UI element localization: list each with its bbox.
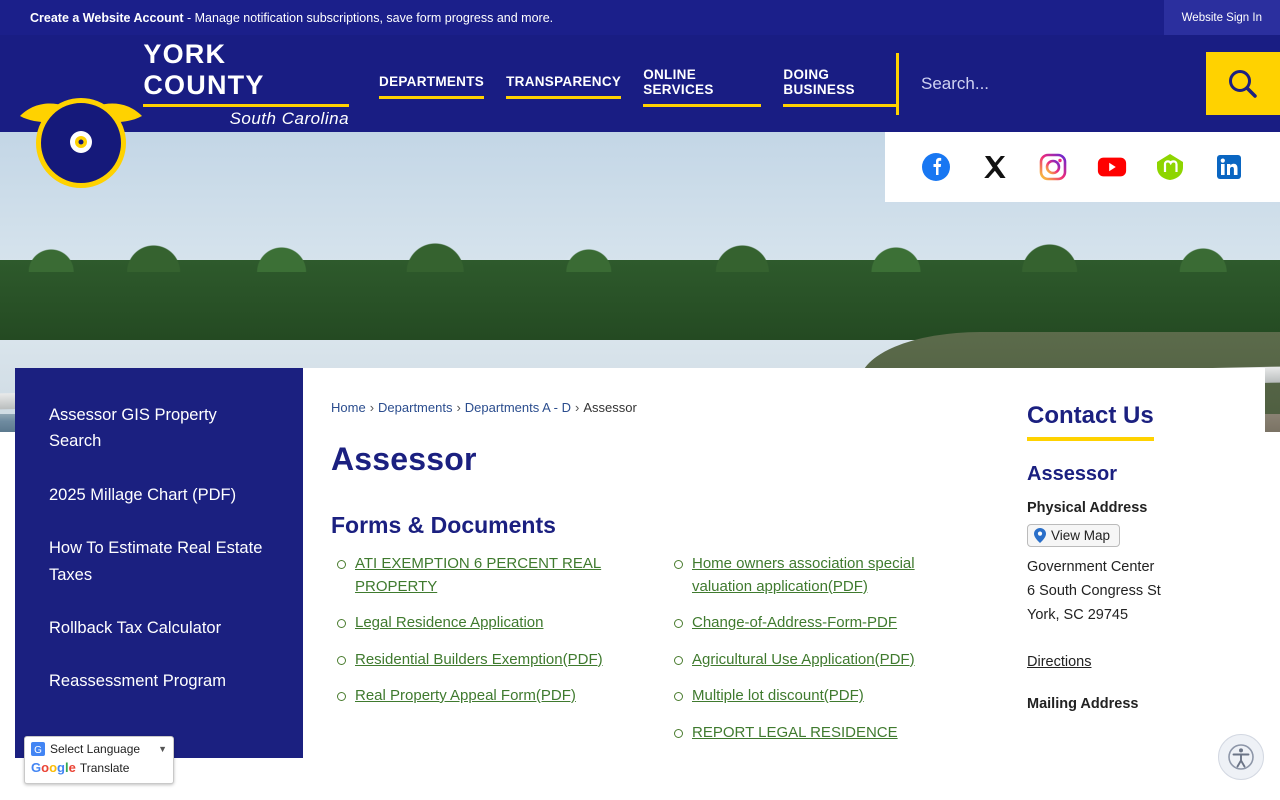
list-item [668, 685, 975, 708]
breadcrumb-separator: › [369, 400, 375, 415]
main-column [303, 368, 1005, 758]
nav-item-online-services[interactable]: ONLINE SERVICES [643, 67, 761, 107]
doc-link-change-of-address-form[interactable]: Change-of-Address-Form-PDF [692, 614, 898, 631]
chevron-down-icon: ▼ [158, 744, 167, 754]
accessibility-icon [1228, 744, 1254, 770]
physical-address-label: Physical Address [1027, 500, 1148, 516]
google-wordmark: Google [31, 760, 76, 775]
site-header [0, 35, 1280, 132]
translate-select[interactable] [31, 742, 167, 756]
create-account-tagline: - Manage notification subscriptions, save form progress and more. [183, 10, 554, 25]
directions-link[interactable]: Directions [1027, 653, 1092, 670]
search-button[interactable] [1206, 52, 1280, 115]
sidebar-item-assessor-gis-property-search[interactable]: Assessor GIS Property Search [49, 406, 217, 451]
translate-powered-label: Translate [79, 760, 130, 775]
county-seal-icon[interactable] [18, 76, 138, 196]
breadcrumb-item-home[interactable]: Home [331, 400, 366, 415]
doc-link-agricultural-use-application[interactable]: Agricultural Use Application(PDF) [692, 650, 915, 668]
utility-bar [0, 0, 1280, 35]
hero-treeline [0, 260, 1280, 340]
list-item [668, 553, 975, 598]
doc-link-hoa-special-valuation[interactable]: Home owners association special valuation application(PDF) [692, 555, 915, 595]
list-item [331, 649, 638, 672]
translate-powered-by [31, 760, 167, 775]
nav-item-transparency[interactable]: TRANSPARENCY [506, 74, 621, 99]
search-divider [896, 53, 899, 115]
breadcrumb-item-departments[interactable]: Departments [378, 400, 453, 415]
search-icon [1226, 67, 1260, 101]
google-translate-widget[interactable] [24, 736, 174, 784]
social-links-bar [885, 132, 1280, 202]
create-account-text [30, 11, 553, 25]
doc-link-legal-residence-application[interactable]: Legal Residence Application [355, 614, 544, 631]
brand-line2: South Carolina [229, 108, 350, 128]
sidebar-item-rollback-tax-calculator[interactable]: Rollback Tax Calculator [49, 618, 222, 637]
doc-link-report-legal-residence[interactable]: REPORT LEGAL RESIDENCE [692, 723, 898, 741]
list-item [668, 722, 975, 745]
doc-link-multiple-lot-discount[interactable]: Multiple lot discount(PDF) [692, 687, 864, 704]
documents-columns [331, 553, 975, 758]
list-item [331, 685, 638, 708]
breadcrumb [331, 400, 975, 415]
address-line-2: 6 South Congress St [1027, 582, 1161, 599]
sidebar-item-estimate-real-estate-taxes[interactable]: How To Estimate Real Estate Taxes [49, 539, 263, 584]
sidebar-navigation [15, 368, 303, 758]
contact-department-name: Assessor [1027, 463, 1118, 485]
breadcrumb-item-departments-a-d[interactable]: Departments A - D [464, 400, 572, 415]
view-map-label: View Map [1051, 528, 1111, 543]
x-twitter-icon[interactable] [979, 151, 1011, 183]
contact-rail [1005, 368, 1265, 758]
breadcrumb-separator: › [456, 400, 461, 415]
translate-icon [31, 742, 45, 756]
seal-rose-icon [63, 126, 99, 160]
list-item [668, 649, 975, 672]
brand-rule [143, 104, 349, 107]
map-pin-icon [1034, 528, 1046, 543]
nav-item-departments[interactable]: DEPARTMENTS [379, 74, 484, 99]
search-area [896, 35, 1280, 132]
list-item [331, 553, 638, 598]
contact-us-heading: Contact Us [1027, 402, 1154, 441]
view-map-button[interactable] [1027, 524, 1120, 547]
seal-ring [36, 98, 126, 188]
nextdoor-icon[interactable] [1154, 151, 1186, 183]
sidebar-item-reassessment-program[interactable]: Reassessment Program [49, 672, 226, 691]
breadcrumb-current: Assessor [583, 400, 637, 415]
translate-select-label: Select Language [50, 742, 141, 756]
website-signin-button[interactable]: Website Sign In [1164, 0, 1280, 35]
instagram-icon[interactable] [1037, 151, 1069, 183]
youtube-icon[interactable] [1096, 151, 1128, 183]
search-input[interactable] [921, 56, 1206, 112]
page-title: Assessor [331, 441, 477, 477]
svg-text:G: G [34, 745, 42, 756]
address-line-1: Government Center [1027, 559, 1155, 575]
breadcrumb-separator: › [575, 400, 580, 415]
nav-item-doing-business[interactable]: DOING BUSINESS [783, 67, 896, 107]
page-content [15, 368, 1265, 758]
brand-line1: YORK COUNTY [143, 38, 265, 100]
address-line-3: York, SC 29745 [1027, 606, 1129, 623]
documents-column-right [668, 553, 975, 758]
doc-link-residential-builders-exemption[interactable]: Residential Builders Exemption(PDF) [355, 650, 603, 668]
address-block [1027, 556, 1241, 628]
list-item [668, 612, 975, 635]
site-brand[interactable] [143, 39, 349, 129]
mailing-address-label: Mailing Address [1027, 695, 1139, 712]
main-navigation [379, 61, 896, 107]
linkedin-icon[interactable] [1213, 151, 1245, 183]
section-title-forms-documents: Forms & Documents [331, 512, 556, 538]
list-item [331, 612, 638, 635]
accessibility-button[interactable] [1218, 734, 1264, 780]
create-account-link[interactable]: Create a Website Account [30, 10, 184, 25]
doc-link-real-property-appeal-form[interactable]: Real Property Appeal Form(PDF) [355, 687, 576, 704]
facebook-icon[interactable] [920, 151, 952, 183]
doc-link-ati-exemption[interactable]: ATI EXEMPTION 6 PERCENT REAL PROPERTY [355, 555, 602, 595]
documents-column-left [331, 553, 638, 758]
sidebar-item-millage-chart[interactable]: 2025 Millage Chart (PDF) [49, 485, 237, 504]
